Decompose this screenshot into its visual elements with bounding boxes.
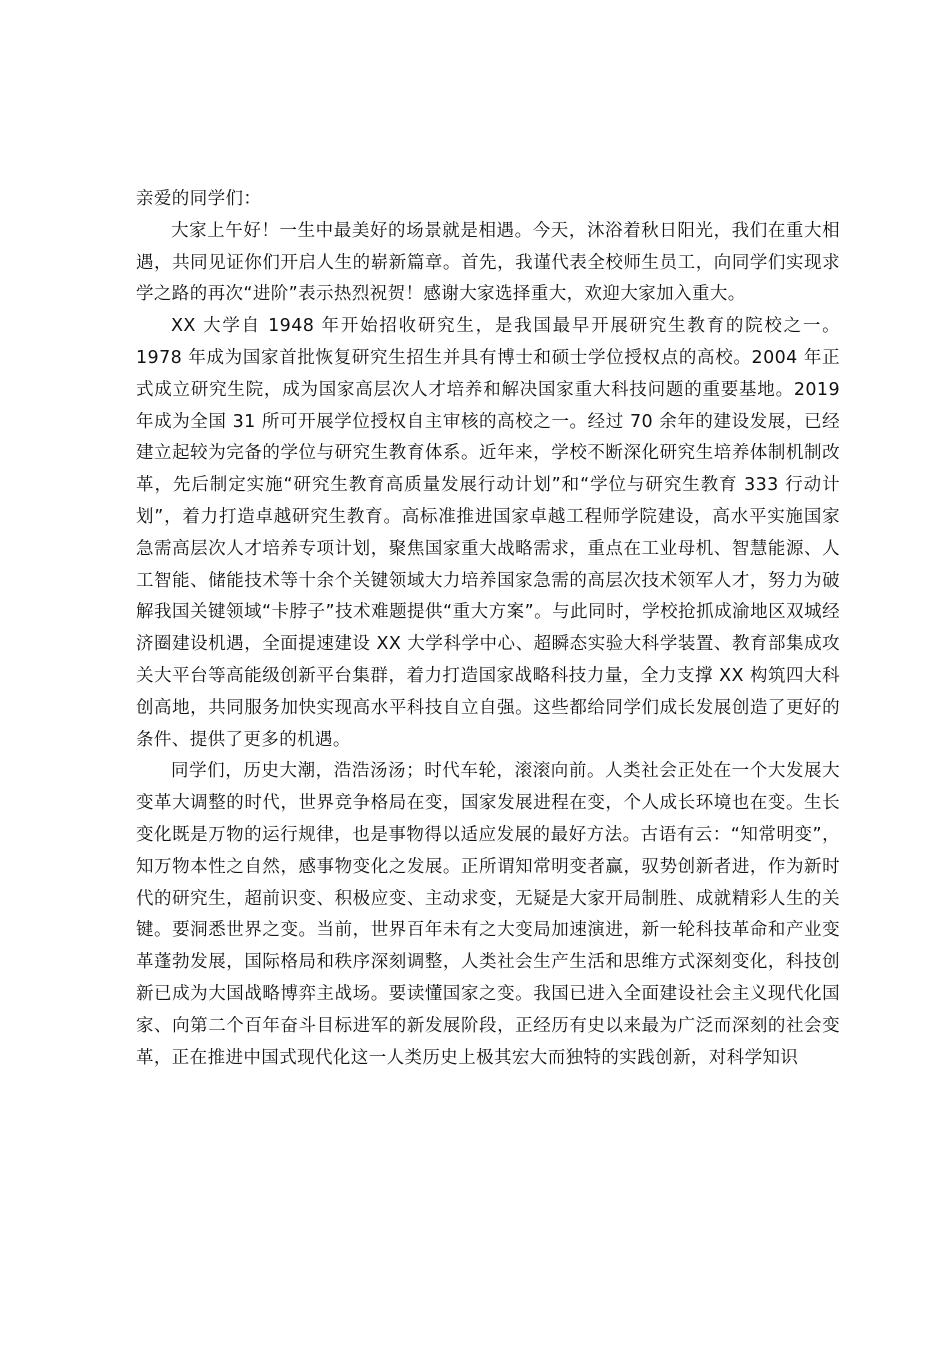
paragraph-era-change: 同学们，历史大潮，浩浩汤汤；时代车轮，滚滚向前。人类社会正处在一个大发展大变革大调整的时代，世界竞争格局在变，国家发展进程在变，个人成长环境也在变。生长变化既是万物的运行规律，也是事物得以适应发展的最好方法。古语有云：“知常明变”，知万物本性之自然，感事物变化之发展。正所谓知常明变者赢，驭势创新者进，作为新时代的研究生，超前识变、积极应变、主动求变，无疑是大家开局制胜、成就精彩人生的关键。要洞悉世界之变。当前，世界百年未有之大变局加速演进，新一轮科技革命和产业变革蓬勃发展，国际格局和秩序深刻调整，人类社会生产生活和思维方式深刻变化，科技创新已成为大国战略博弈主战场。要读懂国家之变。我国已进入全面建设社会主义现代化国家、向第二个百年奋斗目标进军的新发展阶段，正经历有史以来最为广泛而深刻的社会变革，正在推进中国式现代化这一人类历史上极其宏大而独特的实践创新，对科学知识	[136, 761, 840, 1068]
letter-body	[136, 184, 840, 1074]
paragraph-university-history: XX 大学自 1948 年开始招收研究生，是我国最早开展研究生教育的院校之一。1978 年成为国家首批恢复研究生招生并具有博士和硕士学位授权点的高校。2004 年正式成立研究生院，成为国家高层次人才培养和解决国家重大科技问题的重要基地。2019 年成为全国 31 所可开展学位授权自主审核的高校之一。经过 70 余年的建设发展，已经建立起较为完备的学位与研究生教育体系。近年来，学校不断深化研究生培养体制机制改革，先后制定实施“研究生教育高质量发展行动计划”和“学位与研究生教育 333 行动计划”，着力打造卓越研究生教育。高标准推进国家卓越工程师学院建设，高水平实施国家急需高层次人才培养专项计划，聚焦国家重大战略需求，重点在工业母机、智慧能源、人工智能、储能技术等十余个关键领域大力培养国家急需的高层次技术领军人才，努力为破解我国关键领域“卡脖子”技术难题提供“重大方案”。与此同时，学校抢抓成渝地区双城经济圈建设机遇，全面提速建设 XX 大学科学中心、超瞬态实验大科学装置、教育部集成攻关大平台等高能级创新平台集群，着力打造国家战略科技力量，全力支撑 XX 构筑四大科创高地，共同服务加快实现高水平科技自立自强。这些都给同学们成长发展创造了更好的条件、提供了更多的机遇。	[136, 316, 840, 750]
paragraph-welcome: 大家上午好！一生中最美好的场景就是相遇。今天，沐浴着秋日阳光，我们在重大相遇，共同见证你们开启人生的崭新篇章。首先，我谨代表全校师生员工，向同学们实现求学之路的再次“进阶”表示热烈祝贺！感谢大家选择重大，欢迎大家加入重大。	[136, 220, 840, 305]
greeting: 亲爱的同学们：	[136, 189, 262, 209]
